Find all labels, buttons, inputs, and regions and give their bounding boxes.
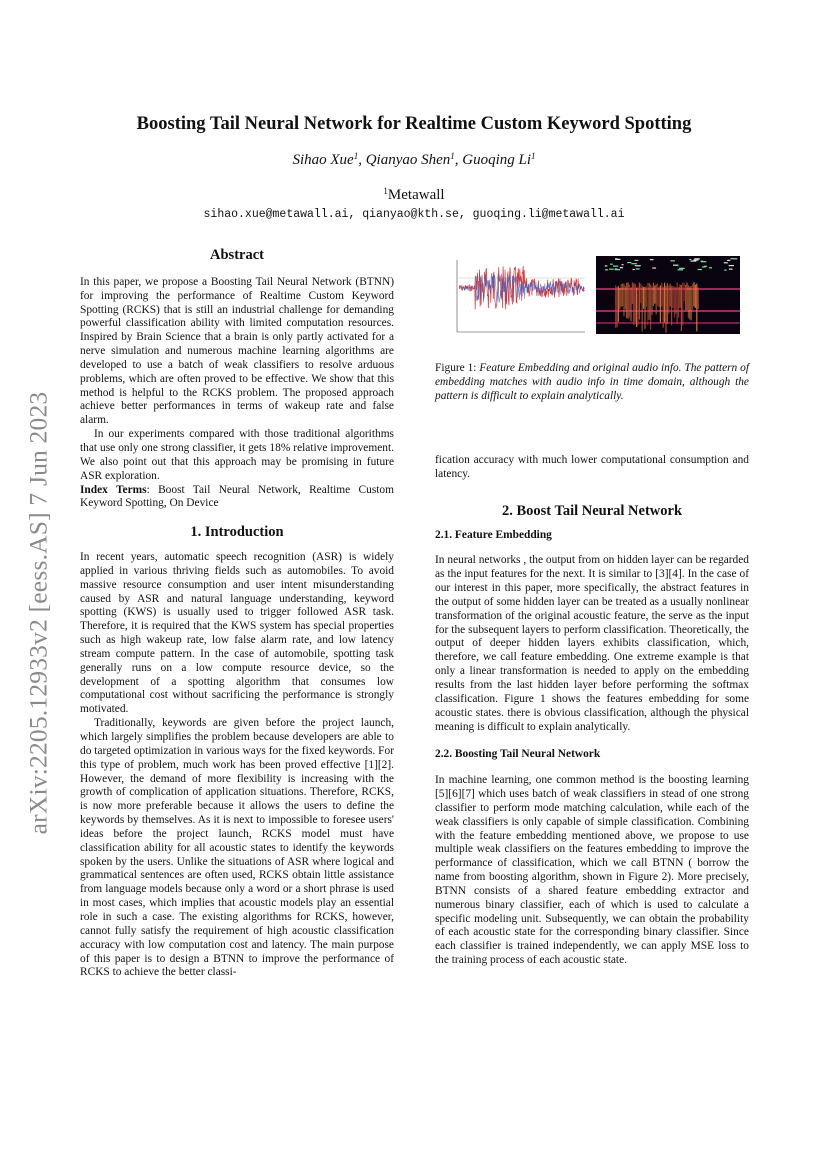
waveform-panel bbox=[457, 260, 585, 332]
author-name: Guoqing Li bbox=[462, 152, 532, 168]
section-heading-introduction: 1. Introduction bbox=[190, 524, 284, 541]
author-sup: 1 bbox=[353, 151, 359, 161]
subsection-heading-boosting-tail: 2.2. Boosting Tail Neural Network bbox=[435, 748, 601, 761]
index-terms-text: : Boost Tail Neural Network, Realtime Custom Keyword Spotting, On Device bbox=[80, 483, 394, 510]
arxiv-stamp-text: arXiv:2205.12933v2 [eess.AS] 7 Jun 2023 bbox=[23, 391, 52, 834]
section-heading-boost-tail: 2. Boost Tail Neural Network bbox=[501, 502, 683, 519]
figure-1 bbox=[455, 256, 740, 334]
author-emails: sihao.xue@metawall.ai, qianyao@kth.se, guoqing.li@metawall.ai bbox=[203, 208, 625, 221]
figure-1-graphic bbox=[455, 256, 740, 334]
paper-title: Boosting Tail Neural Network for Realtime Custom Keyword Spotting bbox=[136, 114, 692, 134]
abstract-paragraph: In this paper, we propose a Boosting Tail Neural Network (BTNN) for improving the performance of Realtime Custom Keyword Spotting (RCKS) that is still an industrial challenge for demanding powerful classification ability with limited computation resources. Inspired by Brain Science that a brain is only partly activated for a nerve simulation and numerous machine learning algorithms are developed to use a batch of weak classifiers to resolve arduous problems, which are often proved to be effective. We show that this method is helpful to the RCKS problem. The proposed approach achieve better performances in terms of wakeup rate and false alarm. bbox=[80, 275, 394, 427]
left-column bbox=[80, 249, 394, 980]
affiliation bbox=[0, 186, 828, 204]
intro-paragraph: Traditionally, keywords are given before the project launch, which largely simplifies the problem because developers are able to do targeted optimization in various ways for the fixed keywords. For this type of problem, much work has been proved effective [1][2]. However, the demand of more flexibility is increasing with the growth of complication of application situations. Therefore, RCKS, is now more preferable because it allows the users to define the keywords by themselves. As it is next to impossible to foresee users' ideas before the project launch, RCKS model must have classification ability for all acoustic states to identify the keywords spoken by the users. Unlike the situations of ASR where logical and grammatical sentences are often used, RCKS obtain little assistance from language models because only a word or a short phrase is used in most cases, which implies that acoustic models play an essential role in such a case. The existing algorithms for RCKS, however, cannot fully satisfy the requirement of high acoustic classification accuracy with low computation cost and latency. The main purpose of this paper is to design a BTNN to improve the performance of RCKS to achieve the better classi- bbox=[80, 717, 394, 979]
abstract-paragraph: In our experiments compared with those traditional algorithms that use only one strong classifier, it gets 18% relative improvement. We also point out that this approach may be promising in future ASR exploration. bbox=[80, 428, 394, 482]
figure-1-caption-text: Feature Embedding and original audio info. The pattern of embedding matches with audio info in time domain, although the pattern is difficult to explain analytically. bbox=[435, 362, 749, 402]
spectrogram-panel bbox=[596, 256, 740, 334]
author-name: Sihao Xue bbox=[292, 152, 354, 168]
affiliation-name: Metawall bbox=[387, 187, 445, 203]
intro-paragraph: In recent years, automatic speech recognition (ASR) is widely applied in various thriving fields such as automobiles. To avoid massive resource consumption and user intent misunderstanding caused by ASR and natural language understanding, keyword spotting (KWS) is usually used to trigger followed ASR task. Therefore, it is required that the KWS system has special properties such as high wakeup rate, low false alarm rate, and low latency stream compute pattern. In the case of automobile, spotting task generally runs on a low compute resource device, so the development of a spotting algorithm that consumes low computational cost without sacrificing the performance is strongly motivated. bbox=[80, 551, 394, 716]
author-sup: 1 bbox=[531, 151, 536, 161]
affiliation-sup: 1 bbox=[383, 186, 388, 196]
abstract-heading: Abstract bbox=[210, 247, 264, 263]
figure-1-caption bbox=[435, 362, 749, 404]
right-paragraph: fication accuracy with much lower computational consumption and latency. bbox=[435, 454, 749, 480]
arxiv-stamp bbox=[21, 365, 55, 860]
section-paragraph: In machine learning, one common method is the boosting learning [5][6][7] which uses batch of weak classifiers in stead of one strong classifier to perform mode matching calculation, while each of the weak classifiers is only capable of simple classification. Combining with the feature embedding mentioned above, we propose to use multiple weak classifiers on the features embedding to improve the performance of classification, which we call BTNN ( borrow the name from boosting algorithm, shown in Figure 2). More precisely, BTNN consists of a shared feature embedding extractor and numerous binary classifier, each of which is used to calculate a specific modeling unit. Subsequently, we can obtain the probability of each acoustic state for the corresponding binary classifier. Since each classifier is trained independently, we can apply MSE loss to the training process of each acoustic state. bbox=[435, 774, 749, 967]
subsection-heading-feature-embedding: 2.1. Feature Embedding bbox=[435, 528, 552, 541]
author-sup: 1 bbox=[450, 151, 455, 161]
right-column bbox=[435, 454, 749, 968]
author-list: Sihao Xue$^1$, Qianyao Shen$^1$, Guoqing Li$^1$ bbox=[292, 151, 536, 168]
author-name: Qianyao Shen bbox=[365, 152, 451, 168]
index-terms bbox=[80, 484, 394, 512]
figure-1-caption-label: Figure 1: bbox=[435, 362, 480, 374]
section-paragraph: In neural networks , the output from on hidden layer can be regarded as the input features for the next. It is similar to [3][4]. In the case of our interest in this paper, more specifically, the abstract features in the output of some hidden layer can be treated as a usually nonlinear transformation of the original acoustic feature, the serve as the input for the subsequent layers to perform classification. Theoretically, the output of deeper hidden layers exhibits classification, which, therefore, we call feature embedding. One extreme example is that only a linear transformation is needed to apply on the embedding results from the last hidden layer before performing the softmax classification. Figure 1 shows the features embedding for some acoustic states. there is obvious classification, although the physical meaning is difficult to explain analytically. bbox=[435, 554, 749, 733]
index-terms-label: Index Terms bbox=[80, 483, 147, 496]
